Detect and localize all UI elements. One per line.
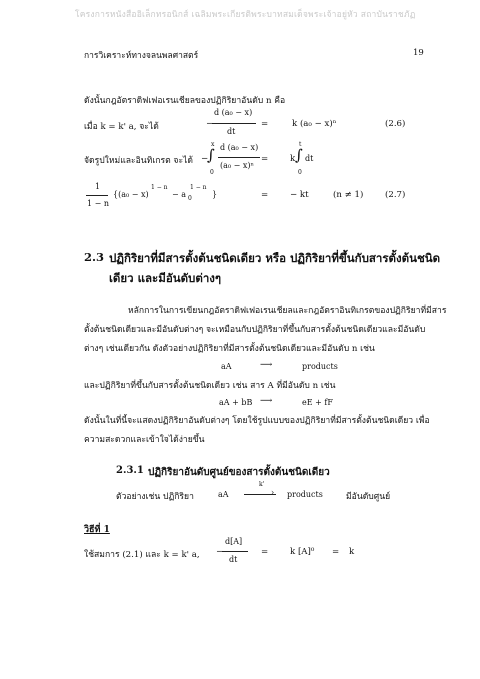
example-lhs: aA [218, 490, 229, 499]
eq-last-fraction-bar [222, 551, 248, 552]
eq26-equals: = [261, 119, 269, 129]
eq-int-dt: dt [305, 154, 314, 163]
eq27-exponent-2: 1 − n [190, 184, 207, 191]
eq26-rhs: k (a₀ − x)ⁿ [292, 119, 337, 129]
eq27-exponent-1: 1 − n [151, 184, 168, 191]
para1-line1: หลักการในการเขียนกฎอัตราดิฟเฟอเรนเชียลและกฎอัตราอินทิเกรตของปฏิกิริยาที่มีสาร [128, 306, 447, 316]
eq27-close-brace: } [212, 190, 218, 199]
eq26-number: (2.6) [385, 119, 406, 129]
eq26-numerator: d (a₀ − x) [214, 108, 253, 117]
eq27-coef-denominator: 1 − n [87, 199, 110, 208]
eq-last-denominator: dt [229, 555, 238, 564]
eq-int-denominator: (a₀ − x)ⁿ [220, 161, 254, 170]
eq-last-numerator: d[A] [225, 537, 243, 546]
eq-int-upper-limit-2: t [299, 141, 302, 148]
para2-line2: ความสะดวกและเข้าใจได้ง่ายขึ้น [84, 435, 205, 445]
para1-line2: ตั้งต้นชนิดเดียวและมีอันดับต่างๆ จะเหมือนกับปฏิกิริยาที่ขึ้นกับสารตั้งต้นชนิดเดียวและมีอันดับ [84, 325, 426, 335]
section-2-3-title-line2: เดียว และมีอันดับต่างๆ [109, 271, 222, 285]
eq-last-equals: = [261, 547, 269, 557]
eq-last-minus: − [216, 547, 224, 557]
integral-sign: ∫ [207, 146, 215, 164]
example-tail: มีอันดับศูนย์ [346, 492, 391, 502]
eq-int-lower-limit-2: 0 [298, 169, 302, 176]
para2-line1: ดังนั้นในที่นี้จะแสดงปฏิกิริยาอันดับต่างๆ โดยใช้รูปแบบของปฏิกิริยาที่มีสารตั้งต้นชนิดเดียว เพื่อ [84, 416, 430, 426]
watermark-text: โครงการหนังสืออิเล็กทรอนิกส์ เฉลิมพระเกียรติพระบาทสมเด็จพระเจ้าอยู่หัว สถาบันราชภัฏ [75, 10, 416, 20]
eq-int-equals: = [261, 154, 269, 164]
para1-line3: ต่างๆ เช่นเดียวกัน ดังตัวอย่างปฏิกิริยาที่มีสารตั้งต้นชนิดเดียวและมีอันดับ n เช่น [84, 344, 375, 354]
eq-int-k: k [290, 154, 296, 164]
rxn2-rhs: eE + fF [302, 398, 333, 407]
method-1-heading: วิธีที่ 1 [84, 525, 110, 535]
eq-last-rhs: k [A]⁰ [290, 547, 315, 557]
eq27-mid: − a [172, 190, 187, 199]
eq26-fraction-bar [212, 123, 256, 124]
example-arrow-head: › [271, 488, 275, 497]
eq-int-lead: จัดรูปใหม่และอินทิเกรต จะได้ [84, 156, 193, 166]
eq27-sub-zero: 0 [188, 195, 192, 202]
eq27-rhs: − kt [290, 190, 309, 200]
eq26-denominator: dt [227, 127, 236, 136]
eq27-number: (2.7) [385, 190, 406, 200]
eq26-lead: เมื่อ k = k' a, จะได้ [84, 122, 159, 132]
section-2-3-title-line1: ปฏิกิริยาที่มีสารตั้งต้นชนิดเดียว หรือ ปฏิกิริยาที่ขึ้นกับสารตั้งต้นชนิด [109, 251, 441, 265]
eq-int-upper-limit: x [211, 141, 215, 148]
section-2-3-1-title: ปฏิกิริยาอันดับศูนย์ของสารตั้งต้นชนิดเดียว [148, 467, 330, 478]
eq-int-fraction-bar [218, 157, 260, 158]
eq-last-lead: ใช้สมการ (2.1) และ k = k' a, [84, 550, 200, 560]
rxn2-arrow: ⟶ [260, 396, 273, 406]
section-2-3-number: 2.3 [84, 250, 105, 264]
rxn1-lhs: aA [221, 362, 232, 371]
eq-int-minus: − [201, 154, 209, 164]
eq26-minus: − [206, 119, 214, 129]
eq27-body: {(a₀ − x) [113, 190, 149, 199]
page-number: 19 [413, 48, 424, 58]
eq27-equals: = [261, 190, 269, 200]
eq-last-rhs-2: k [349, 547, 355, 557]
eq-int-lower-limit: 0 [210, 169, 214, 176]
example-rhs: products [287, 490, 323, 499]
integral-sign-2: ∫ [295, 146, 303, 164]
eq-last-equals-2: = [332, 547, 340, 557]
rxn1-rhs: products [302, 362, 338, 371]
example-rate-constant: k' [259, 481, 265, 488]
line-between: และปฏิกิริยาที่ขึ้นกับสารตั้งต้นชนิดเดียว เช่น สาร A ที่มีอันดับ n เช่น [84, 381, 336, 391]
eq27-condition: (n ≠ 1) [333, 190, 364, 200]
example-lead: ตัวอย่างเช่น ปฏิกิริยา [116, 492, 194, 502]
running-header: การวิเคราะห์ทางจลนพลศาสตร์ [84, 51, 199, 61]
eq27-coef-numerator: 1 [95, 182, 101, 191]
eq-int-numerator: d (a₀ − x) [220, 143, 259, 152]
section-2-3-1-number: 2.3.1 [116, 465, 144, 476]
intro-line: ดังนั้นกฎอัตราดิฟเฟอเรนเชียลของปฏิกิริยาอันดับ n คือ [84, 96, 286, 106]
rxn1-arrow: ⟶ [260, 360, 273, 370]
eq27-coef-bar [86, 195, 108, 196]
rxn2-lhs: aA + bB [219, 398, 253, 407]
